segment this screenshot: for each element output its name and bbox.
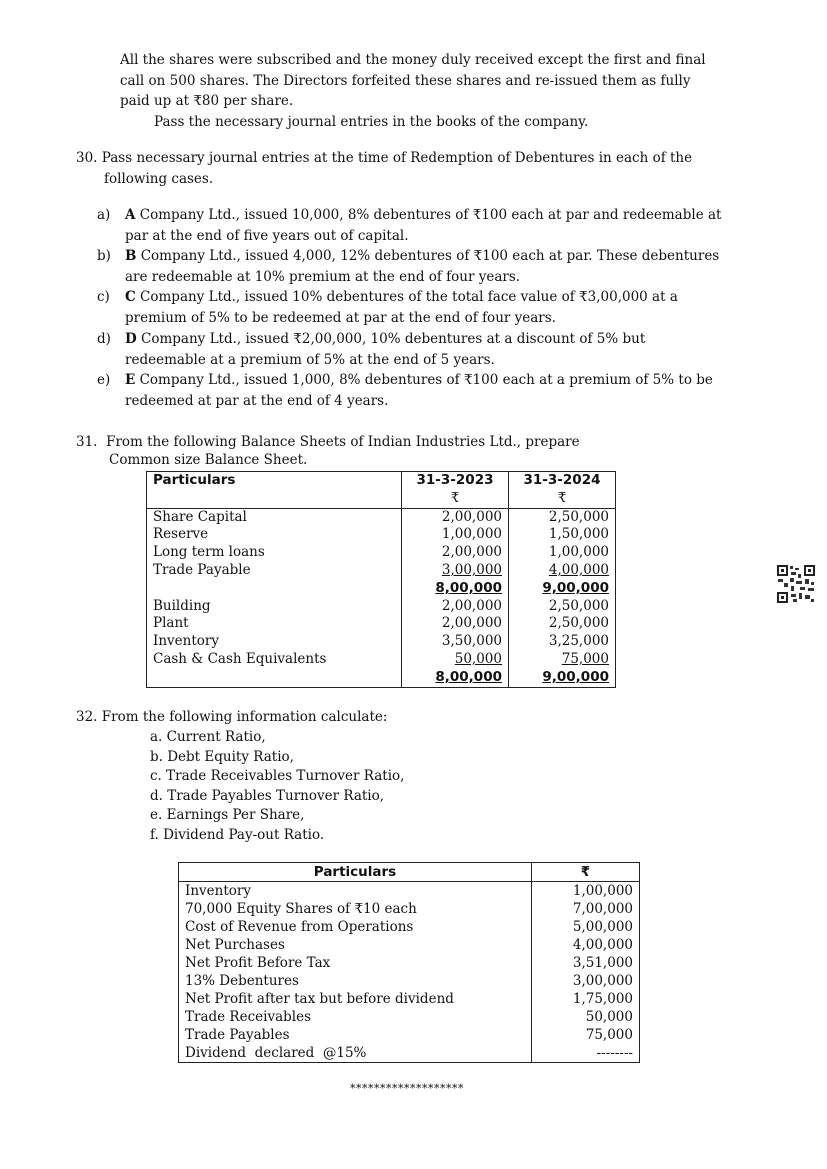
row-name: Trade Receivables	[185, 1009, 312, 1025]
q30-question	[76, 148, 766, 189]
cell-value: 50,000	[585, 1009, 633, 1025]
q29-text	[120, 50, 770, 132]
row-name: Net Profit after tax but before dividend	[185, 991, 454, 1007]
q31-number: 31.	[76, 434, 98, 450]
liab-total-2023: 8,00,000	[435, 579, 502, 596]
q30-number: 30.	[76, 150, 98, 166]
row-name: Inventory	[153, 633, 219, 650]
qr-code-icon	[776, 564, 816, 604]
col-amount: ₹	[532, 863, 640, 882]
cell-value: 1,00,000	[548, 544, 609, 561]
cell-value: 7,00,000	[572, 901, 633, 917]
row-name: Dividend declared @15%	[185, 1045, 367, 1061]
q30-line-2: following cases.	[104, 170, 214, 187]
cell-value: 3,51,000	[572, 955, 633, 971]
table-body	[147, 508, 616, 687]
q30-line-1: Pass necessary journal entries at the time of Redemption of Debentures in each of the	[101, 150, 693, 166]
case-company: C	[125, 289, 136, 305]
row-name: Plant	[153, 615, 189, 632]
currency-row	[147, 490, 616, 508]
q29-instruction: Pass the necessary journal entries in the books of the company.	[154, 113, 589, 130]
q30-case-d	[97, 329, 787, 371]
case-line-2: par at the end of five years out of capital.	[125, 227, 409, 244]
row-name: Reserve	[153, 526, 209, 543]
case-company: A	[125, 207, 136, 223]
row-name: Inventory	[185, 883, 251, 899]
q32-line: From the following information calculate:	[101, 709, 388, 725]
q29-line-3: paid up at ₹80 per share.	[120, 93, 294, 109]
cell-value: 2,50,000	[548, 597, 609, 614]
footer-stars: *******************	[350, 1082, 464, 1095]
case-label: e)	[97, 372, 111, 388]
asset-total-2024: 9,00,000	[542, 668, 609, 685]
q31-line-2: Common size Balance Sheet.	[109, 452, 308, 468]
balance-sheet-table	[146, 471, 616, 688]
list-item: d. Trade Payables Turnover Ratio,	[150, 787, 385, 804]
cell-value: 1,50,000	[548, 526, 609, 543]
cell-value: 2,50,000	[548, 615, 609, 632]
cell-value: 2,00,000	[441, 508, 502, 525]
col-2024: 31-3-2024	[509, 472, 616, 490]
cell-value: --------	[596, 1045, 633, 1061]
cell-value: 2,00,000	[441, 615, 502, 632]
currency-2023: ₹	[402, 490, 509, 508]
col-particulars: Particulars	[147, 472, 402, 490]
q30-case-b	[97, 246, 787, 288]
list-item: c. Trade Receivables Turnover Ratio,	[150, 768, 405, 784]
cell-value: 2,00,000	[441, 544, 502, 561]
case-line-2: redeemed at par at the end of 4 years.	[125, 392, 389, 409]
case-line-1: Company Ltd., issued 4,000, 12% debentures of ₹100 each at par. These debentures	[136, 248, 720, 264]
row-name: 13% Debentures	[185, 973, 299, 989]
cell-value: 2,50,000	[548, 508, 609, 525]
cell-value: 3,00,000	[572, 973, 633, 989]
list-item: a. Current Ratio,	[150, 729, 266, 745]
cell-value: 3,50,000	[441, 633, 502, 650]
table-header-row	[147, 472, 616, 490]
q31-question	[76, 433, 676, 469]
q29-line-2: call on 500 shares. The Directors forfeited these shares and re-issued them as fully	[120, 72, 691, 89]
q31-line-1: From the following Balance Sheets of Indian Industries Ltd., prepare	[106, 434, 580, 450]
row-name: Cash & Cash Equivalents	[153, 650, 327, 667]
col-particulars: Particulars	[179, 863, 532, 882]
case-label: a)	[97, 207, 111, 223]
q29-line-1: All the shares were subscribed and the money duly received except the first and final	[120, 52, 706, 68]
case-label: d)	[97, 331, 111, 347]
cell-value: 4,00,000	[548, 561, 609, 578]
list-item: f. Dividend Pay-out Ratio.	[150, 826, 325, 843]
row-name: Long term loans	[153, 544, 265, 561]
cell-value: 1,75,000	[572, 991, 633, 1007]
col-2023: 31-3-2023	[402, 472, 509, 490]
cell-value: 1,00,000	[572, 883, 633, 899]
q32-number: 32.	[76, 709, 98, 725]
q30-case-c	[97, 287, 787, 329]
asset-total-2023: 8,00,000	[435, 668, 502, 685]
information-table	[178, 862, 640, 1063]
case-line-2: are redeemable at 10% premium at the end of four years.	[125, 268, 521, 285]
case-line-1: Company Ltd., issued 10% debentures of the total face value of ₹3,00,000 at a	[135, 289, 678, 305]
row-name: Trade Payables	[185, 1027, 290, 1043]
case-company: B	[125, 248, 137, 264]
currency-2024: ₹	[509, 490, 616, 508]
row-name: Building	[153, 597, 211, 614]
case-line-1: Company Ltd., issued ₹2,00,000, 10% debentures at a discount of 5% but	[136, 331, 646, 347]
cell-value: 3,00,000	[441, 561, 502, 578]
cell-value: 4,00,000	[572, 937, 633, 953]
q32-items	[150, 728, 404, 845]
row-name: Trade Payable	[153, 561, 251, 578]
case-company: E	[125, 372, 136, 388]
q30-case-e	[97, 370, 787, 412]
cell-value: 2,00,000	[441, 597, 502, 614]
case-line-1: Company Ltd., issued 1,000, 8% debentures of ₹100 each at a premium of 5% to be	[135, 372, 713, 388]
liab-total-2024: 9,00,000	[542, 579, 609, 596]
table-body	[179, 882, 640, 1063]
case-label: c)	[97, 289, 110, 305]
list-item: e. Earnings Per Share,	[150, 807, 305, 823]
case-line-1: Company Ltd., issued 10,000, 8% debentures of ₹100 each at par and redeemable at	[135, 207, 722, 223]
row-name: Net Purchases	[185, 937, 285, 953]
row-name: Cost of Revenue from Operations	[185, 919, 414, 935]
cell-value: 3,25,000	[548, 633, 609, 650]
cell-value: 1,00,000	[441, 526, 502, 543]
row-name: Share Capital	[153, 508, 247, 525]
list-item: b. Debt Equity Ratio,	[150, 748, 294, 765]
cell-value: 5,00,000	[572, 919, 633, 935]
cell-value: 75,000	[561, 650, 609, 667]
case-line-2: redeemable at a premium of 5% at the end of 5 years.	[125, 351, 495, 368]
table-header-row	[179, 863, 640, 882]
case-line-2: premium of 5% to be redeemed at par at the end of four years.	[125, 309, 556, 326]
q32-question	[76, 708, 676, 726]
cell-value: 50,000	[454, 650, 502, 667]
case-label: b)	[97, 248, 111, 264]
row-name: 70,000 Equity Shares of ₹10 each	[185, 901, 417, 917]
row-name: Net Profit Before Tax	[185, 955, 331, 971]
case-company: D	[125, 331, 137, 347]
q30-case-a	[97, 205, 787, 247]
cell-value: 75,000	[585, 1027, 633, 1043]
